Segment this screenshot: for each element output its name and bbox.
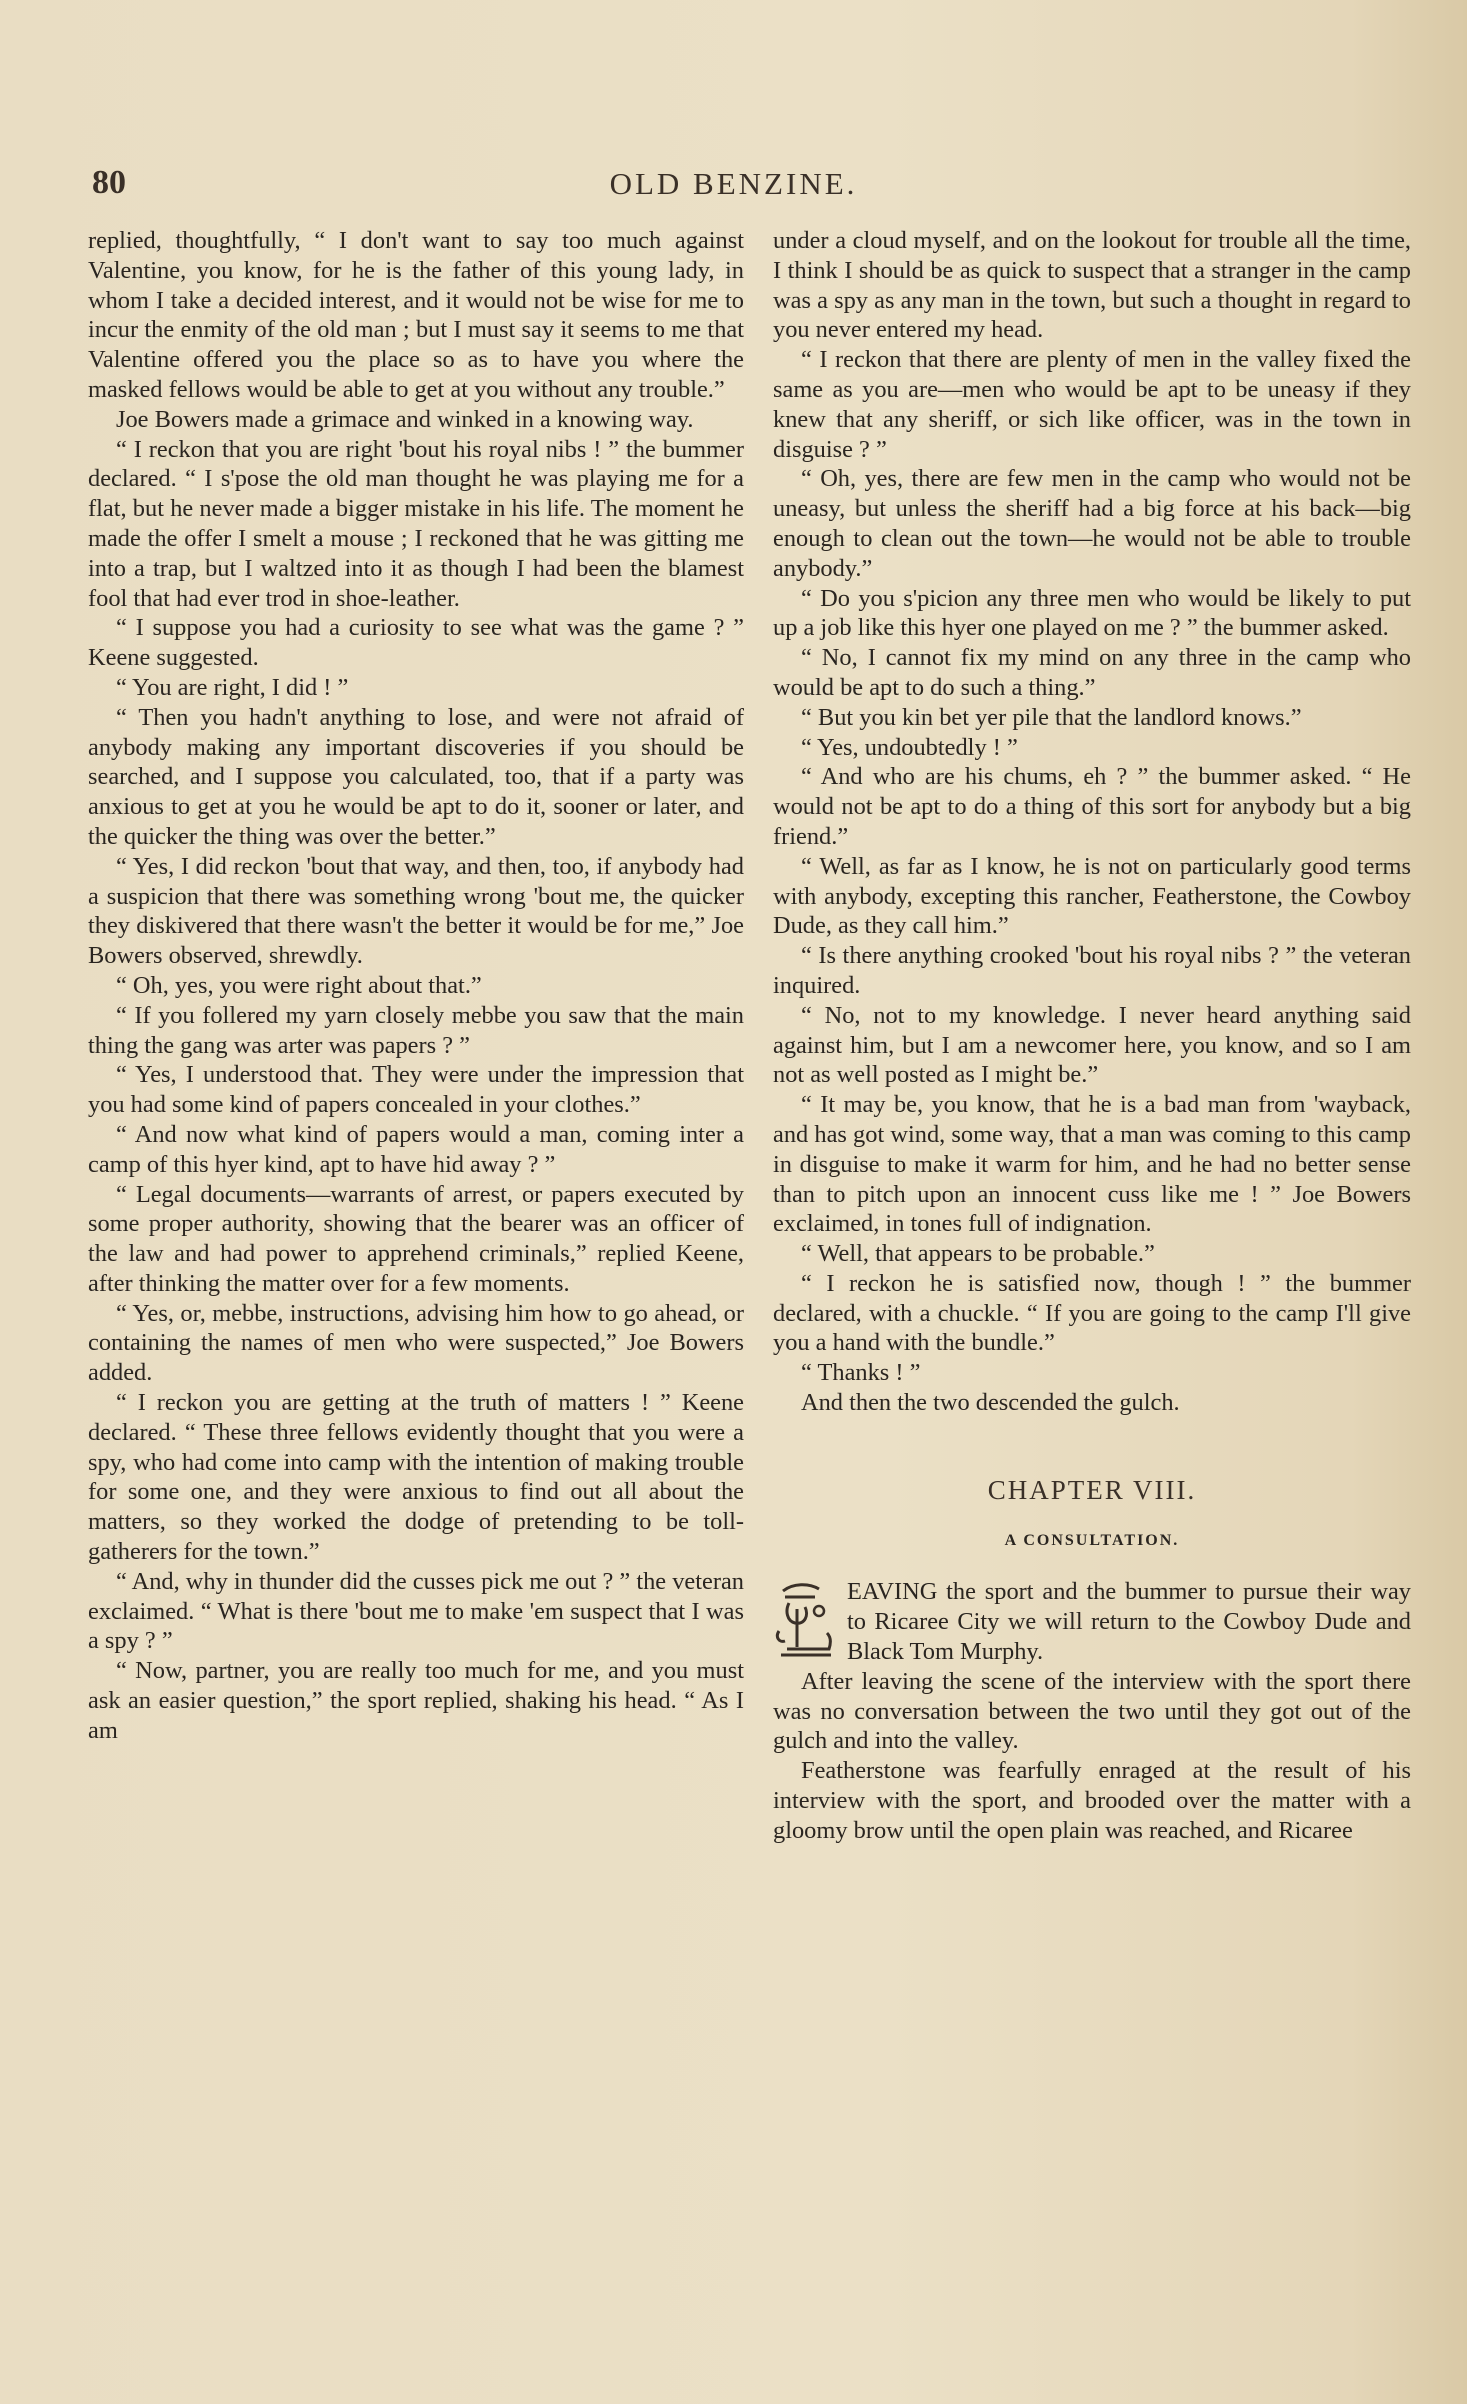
chapter-first-paragraph: EAVING the sport and the bummer to pursue their way to Ricaree City we will return to the Cowboy Dude and Black Tom Murphy. (847, 1578, 1411, 1666)
ornamental-dropcap-l-icon (775, 1581, 837, 1665)
paragraph: “ I reckon that there are plenty of men in the valley fixed the same as you are—men who would be apt to be uneasy if they knew that any sheriff, or sich like officer, was in the town in disguise ? ” (773, 346, 1411, 463)
paragraph: “ Yes, I understood that. They were under the impression that you had some kind of papers concealed in your clothes.” (88, 1061, 744, 1119)
paragraph: “ No, I cannot fix my mind on any three in the camp who would be apt to do such a thing.” (773, 644, 1411, 701)
paragraph: “ Well, that appears to be probable.” (801, 1240, 1155, 1268)
paragraph: “ Do you s'picion any three men who would be likely to put up a job like this hyer one played on me ? ” the bummer asked. (773, 584, 1411, 642)
paragraph: “ I reckon that you are right 'bout his royal nibs ! ” the bummer declared. “ I s'pose the old man thought he was playing me for a flat, but he never made a bigger mistake in his life. The moment he made the offer I smelt a mouse ; I reckoned that he was gitting me into a trap, but I waltzed into it as though I had been the blamest fool that had ever trod in shoe-leather. (88, 435, 744, 612)
paragraph: After leaving the scene of the interview with the sport there was no conversation between the two until they got out of the gulch and into the valley. (773, 1667, 1411, 1755)
paragraph: “ And now what kind of papers would a man, coming inter a camp of this hyer kind, apt to have hid away ? ” (88, 1120, 744, 1178)
paragraph: And then the two descended the gulch. (801, 1389, 1180, 1417)
page-title: OLD BENZINE. (609, 166, 858, 201)
paragraph: “ Legal documents—warrants of arrest, or papers executed by some proper authority, showing that the bearer was an officer of the law and had power to apprehend criminals,” replied Keene, after thinking the matter over for a few moments. (88, 1180, 744, 1297)
paragraph: Featherstone was fearfully enraged at the result of his interview with the sport, and brooded over the matter with a gloomy brow until the open plain was reached, and Ricaree (773, 1757, 1411, 1844)
paragraph: “ Now, partner, you are really too much for me, and you must ask an easier question,” the sport replied, shaking his head. “ As I am (88, 1657, 744, 1744)
paragraph: “ But you kin bet yer pile that the landlord knows.” (801, 703, 1302, 731)
page-number: 80 (92, 164, 126, 201)
paragraph: “ Then you hadn't anything to lose, and were not afraid of anybody making any important discoveries if you should be searched, and I suppose you calculated, too, that if a party was anxious to get at you he would be apt to do it, sooner or later, and the quicker the thing was over the better.” (88, 703, 744, 850)
paragraph: “ Yes, I did reckon 'bout that way, and then, too, if anybody had a suspicion that there was something wrong 'bout me, the quicker they diskivered that there wasn't the better it would be for me,” Joe Bowers observed, shrewdly. (88, 852, 744, 970)
paragraph: “ Thanks ! ” (801, 1359, 921, 1387)
paragraph: “ It may be, you know, that he is a bad man from 'wayback, and has got wind, some way, that a man was coming to this camp in disguise to make it warm for him, and he had no better sense than to pitch upon an innocent cuss like me ! ” Joe Bowers exclaimed, in tones full of indignation. (773, 1091, 1411, 1238)
paragraph: “ Oh, yes, there are few men in the camp who would not be uneasy, but unless the sheriff had a big force at his back—big enough to clean out the town—he would not be able to trouble anybody.” (773, 465, 1411, 582)
paragraph: “ No, not to my knowledge. I never heard anything said against him, but I am a newcomer here, you know, and so I am not as well posted as I might be.” (773, 1001, 1411, 1089)
paragraph: “ Yes, undoubtedly ! ” (801, 733, 1018, 761)
paragraph: “ I reckon he is satisfied now, though ! ” the bummer declared, with a chuckle. “ If you are going to the camp I'll give you a hand with the bundle.” (773, 1269, 1411, 1357)
paragraph: “ You are right, I did ! ” (116, 673, 349, 701)
paragraph: “ Is there anything crooked 'bout his royal nibs ? ” the veteran inquired. (773, 942, 1411, 999)
paragraph: replied, thoughtfully, “ I don't want to say too much against Valentine, you know, for he is the father of this young lady, in whom I take a decided interest, and it would not be wise for me to incur the enmity of the old man ; but I must say it seems to me that Valentine offered you the place so as to have you where the masked fellows would be able to get at you without any trouble.” (88, 227, 744, 403)
paragraph: “ I suppose you had a curiosity to see what was the game ? ” Keene suggested. (88, 614, 744, 672)
chapter-subheading: A CONSULTATION. (1004, 1531, 1180, 1549)
paragraph: “ If you follered my yarn closely mebbe you saw that the main thing the gang was arter was papers ? ” (88, 1001, 744, 1059)
paragraph: under a cloud myself, and on the lookout for trouble all the time, I think I should be as quick to suspect that a stranger in the camp was a spy as any man in the town, but such a thought in regard to you never entered my head. (773, 227, 1411, 344)
chapter-heading: CHAPTER VIII. (987, 1474, 1197, 1505)
paragraph: “ And who are his chums, eh ? ” the bummer asked. “ He would not be apt to do a thing of this sort for anybody but a big friend.” (773, 763, 1411, 850)
running-head (0, 160, 1467, 200)
paragraph: Joe Bowers made a grimace and winked in a knowing way. (116, 405, 694, 433)
left-column (88, 226, 744, 2376)
chapter-opening (773, 1577, 1411, 1666)
right-column (773, 226, 1411, 2376)
paragraph: “ And, why in thunder did the cusses pick me out ? ” the veteran exclaimed. “ What is there 'bout me to make 'em suspect that I was a spy ? ” (88, 1567, 744, 1655)
paragraph: “ Oh, yes, you were right about that.” (116, 971, 482, 999)
paragraph: “ I reckon you are getting at the truth of matters ! ” Keene declared. “ These three fellows evidently thought that you were a spy, who had come into camp with the intention of making trouble for some one, and they were anxious to find out all about the matters, so they worked the dodge of pretending to be toll-gatherers for the town.” (88, 1389, 744, 1566)
paragraph: “ Yes, or, mebbe, instructions, advising him how to go ahead, or containing the names of men who were suspected,” Joe Bowers added. (88, 1299, 744, 1387)
paragraph: “ Well, as far as I know, he is not on particularly good terms with anybody, excepting this rancher, Featherstone, the Cowboy Dude, as they call him.” (773, 852, 1411, 940)
